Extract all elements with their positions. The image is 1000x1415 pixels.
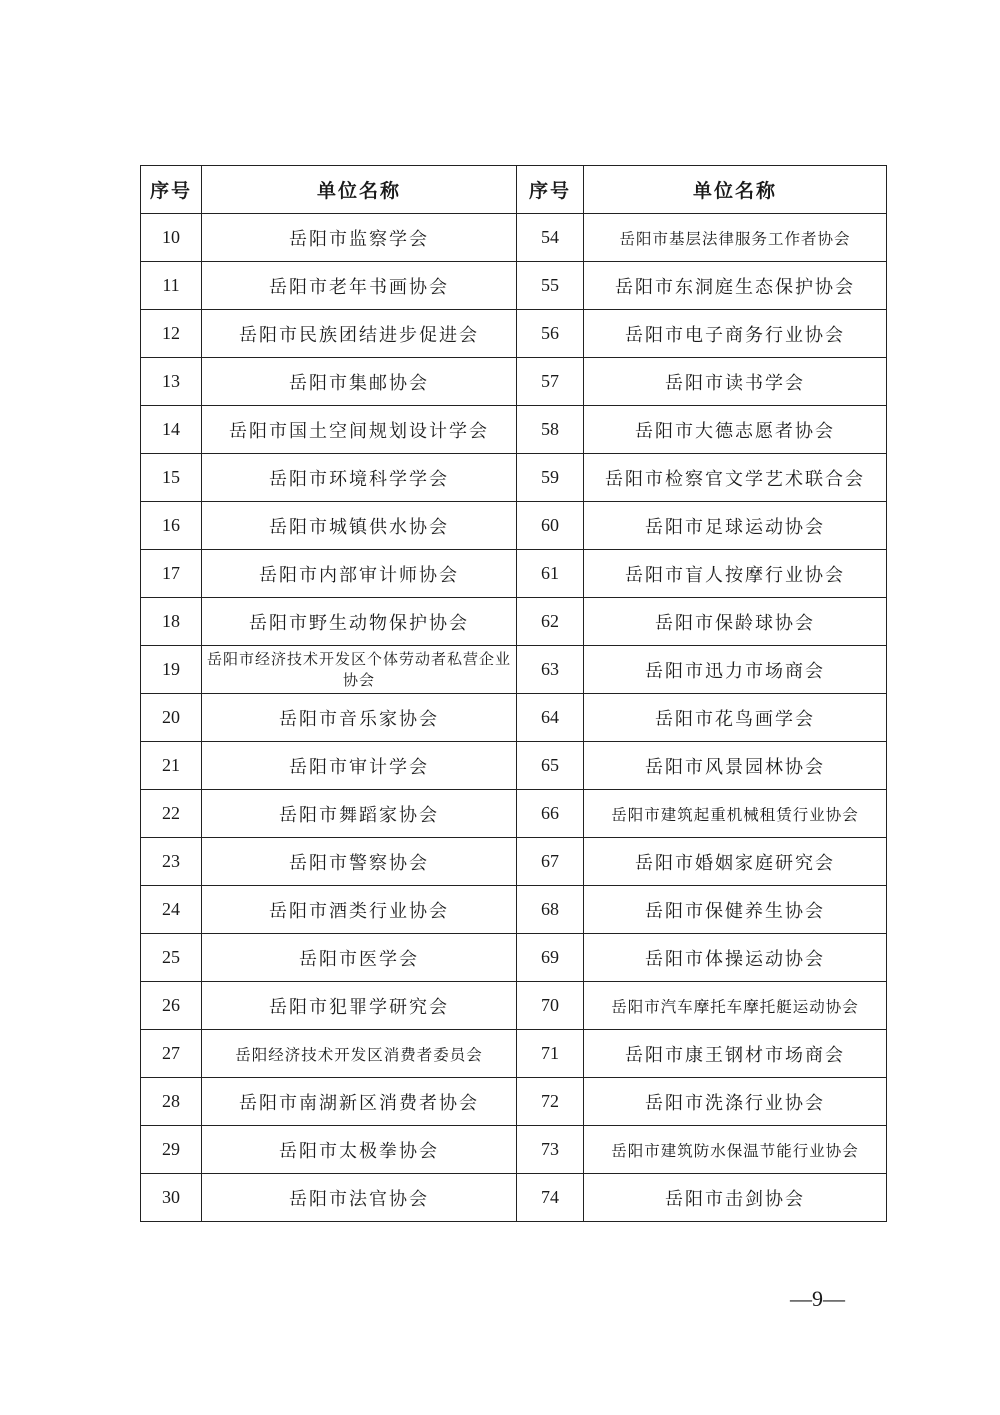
index-cell: 18: [141, 598, 202, 646]
table-row: [141, 886, 887, 934]
table-row: [141, 838, 887, 886]
unit-name-cell: 岳阳市检察官文学艺术联合会: [584, 454, 887, 502]
table-row: [141, 646, 887, 694]
header-index: 序号: [141, 166, 202, 214]
table-row: [141, 214, 887, 262]
index-cell: 58: [517, 406, 584, 454]
unit-name-cell: 岳阳市足球运动协会: [584, 502, 887, 550]
index-cell: 28: [141, 1078, 202, 1126]
table-row: [141, 358, 887, 406]
unit-name-cell: 岳阳市击剑协会: [584, 1174, 887, 1222]
index-cell: 27: [141, 1030, 202, 1078]
index-cell: 19: [141, 646, 202, 694]
index-cell: 62: [517, 598, 584, 646]
index-cell: 60: [517, 502, 584, 550]
table-row: [141, 934, 887, 982]
unit-name-cell: 岳阳市环境科学学会: [202, 454, 517, 502]
unit-name-cell: 岳阳市保龄球协会: [584, 598, 887, 646]
table-row: [141, 550, 887, 598]
table-header-row: [141, 166, 887, 214]
unit-name-cell: 岳阳市大德志愿者协会: [584, 406, 887, 454]
index-cell: 63: [517, 646, 584, 694]
index-cell: 17: [141, 550, 202, 598]
index-cell: 25: [141, 934, 202, 982]
unit-name-cell: 岳阳经济技术开发区消费者委员会: [202, 1030, 517, 1078]
unit-name-cell: 岳阳市建筑防水保温节能行业协会: [584, 1126, 887, 1174]
index-cell: 26: [141, 982, 202, 1030]
unit-name-cell: 岳阳市汽车摩托车摩托艇运动协会: [584, 982, 887, 1030]
unit-name-cell: 岳阳市体操运动协会: [584, 934, 887, 982]
index-cell: 66: [517, 790, 584, 838]
unit-name-cell: 岳阳市民族团结进步促进会: [202, 310, 517, 358]
table-row: [141, 742, 887, 790]
unit-name-cell: 岳阳市基层法律服务工作者协会: [584, 214, 887, 262]
index-cell: 21: [141, 742, 202, 790]
index-cell: 20: [141, 694, 202, 742]
header-unit-name: 单位名称: [584, 166, 887, 214]
index-cell: 24: [141, 886, 202, 934]
unit-name-cell: 岳阳市审计学会: [202, 742, 517, 790]
index-cell: 55: [517, 262, 584, 310]
unit-name-cell: 岳阳市电子商务行业协会: [584, 310, 887, 358]
unit-name-cell: 岳阳市国土空间规划设计学会: [202, 406, 517, 454]
table-row: [141, 790, 887, 838]
unit-name-cell: 岳阳市东洞庭生态保护协会: [584, 262, 887, 310]
table-row: [141, 982, 887, 1030]
unit-name-cell: 岳阳市野生动物保护协会: [202, 598, 517, 646]
index-cell: 59: [517, 454, 584, 502]
unit-name-cell: 岳阳市酒类行业协会: [202, 886, 517, 934]
table-row: [141, 406, 887, 454]
unit-name-cell: 岳阳市城镇供水协会: [202, 502, 517, 550]
table-row: [141, 1174, 887, 1222]
table-row: [141, 598, 887, 646]
table-row: [141, 1126, 887, 1174]
index-cell: 30: [141, 1174, 202, 1222]
index-cell: 61: [517, 550, 584, 598]
index-cell: 15: [141, 454, 202, 502]
table-row: [141, 1030, 887, 1078]
unit-name-cell: 岳阳市康王钢材市场商会: [584, 1030, 887, 1078]
index-cell: 22: [141, 790, 202, 838]
index-cell: 54: [517, 214, 584, 262]
index-cell: 11: [141, 262, 202, 310]
unit-name-cell: 岳阳市医学会: [202, 934, 517, 982]
index-cell: 70: [517, 982, 584, 1030]
header-index: 序号: [517, 166, 584, 214]
index-cell: 16: [141, 502, 202, 550]
page-number: —9—: [790, 1286, 845, 1311]
unit-name-cell: 岳阳市迅力市场商会: [584, 646, 887, 694]
unit-name-cell: 岳阳市花鸟画学会: [584, 694, 887, 742]
index-cell: 68: [517, 886, 584, 934]
unit-name-cell: 岳阳市读书学会: [584, 358, 887, 406]
index-cell: 71: [517, 1030, 584, 1078]
index-cell: 69: [517, 934, 584, 982]
unit-name-cell: 岳阳市保健养生协会: [584, 886, 887, 934]
unit-name-cell: 岳阳市警察协会: [202, 838, 517, 886]
unit-name-cell: 岳阳市盲人按摩行业协会: [584, 550, 887, 598]
index-cell: 65: [517, 742, 584, 790]
table-row: [141, 310, 887, 358]
unit-name-cell: 岳阳市经济技术开发区个体劳动者私营企业协会: [202, 646, 517, 694]
unit-name-cell: 岳阳市南湖新区消费者协会: [202, 1078, 517, 1126]
table-row: [141, 694, 887, 742]
table-row: [141, 1078, 887, 1126]
index-cell: 23: [141, 838, 202, 886]
index-cell: 57: [517, 358, 584, 406]
index-cell: 12: [141, 310, 202, 358]
index-cell: 73: [517, 1126, 584, 1174]
index-cell: 56: [517, 310, 584, 358]
unit-name-cell: 岳阳市集邮协会: [202, 358, 517, 406]
unit-name-cell: 岳阳市太极拳协会: [202, 1126, 517, 1174]
unit-name-cell: 岳阳市建筑起重机械租赁行业协会: [584, 790, 887, 838]
index-cell: 67: [517, 838, 584, 886]
index-cell: 14: [141, 406, 202, 454]
unit-name-cell: 岳阳市犯罪学研究会: [202, 982, 517, 1030]
table-row: [141, 262, 887, 310]
table-row: [141, 502, 887, 550]
unit-name-cell: 岳阳市洗涤行业协会: [584, 1078, 887, 1126]
unit-name-cell: 岳阳市老年书画协会: [202, 262, 517, 310]
index-cell: 29: [141, 1126, 202, 1174]
unit-name-cell: 岳阳市风景园林协会: [584, 742, 887, 790]
unit-name-cell: 岳阳市音乐家协会: [202, 694, 517, 742]
header-unit-name: 单位名称: [202, 166, 517, 214]
unit-name-cell: 岳阳市法官协会: [202, 1174, 517, 1222]
organization-table: [140, 165, 887, 1222]
index-cell: 10: [141, 214, 202, 262]
index-cell: 74: [517, 1174, 584, 1222]
unit-name-cell: 岳阳市婚姻家庭研究会: [584, 838, 887, 886]
index-cell: 13: [141, 358, 202, 406]
unit-name-cell: 岳阳市监察学会: [202, 214, 517, 262]
unit-name-cell: 岳阳市内部审计师协会: [202, 550, 517, 598]
table-body: [141, 214, 887, 1222]
table-row: [141, 454, 887, 502]
index-cell: 64: [517, 694, 584, 742]
index-cell: 72: [517, 1078, 584, 1126]
unit-name-cell: 岳阳市舞蹈家协会: [202, 790, 517, 838]
